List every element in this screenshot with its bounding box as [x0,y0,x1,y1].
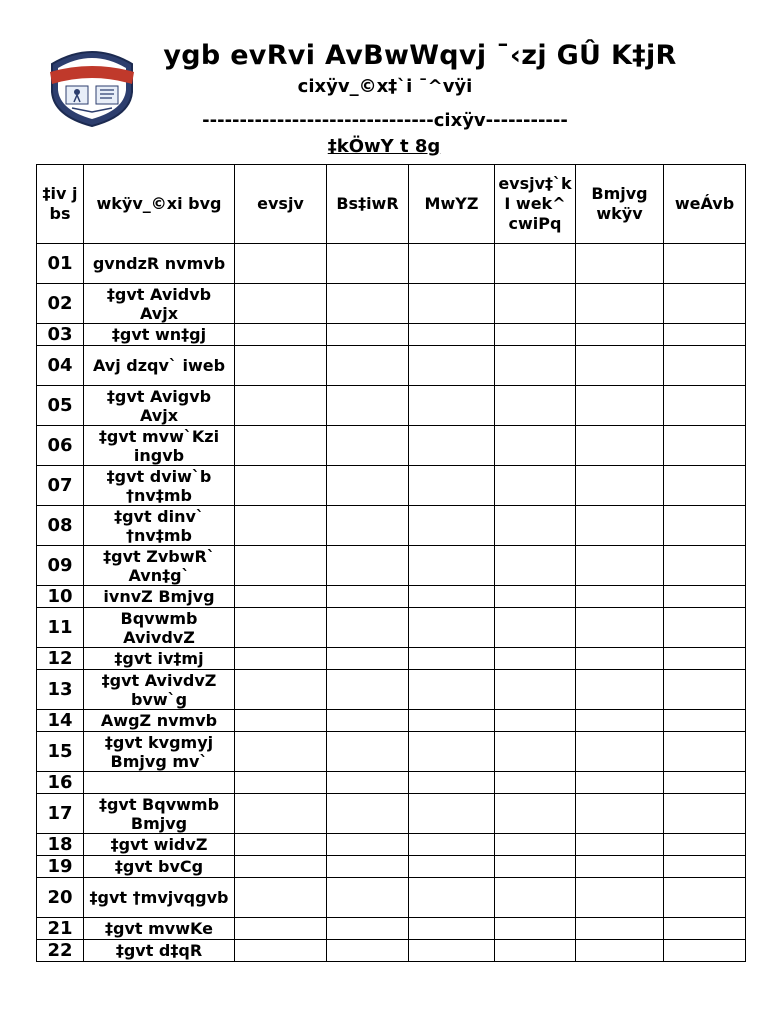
signature-cell[interactable] [495,918,576,940]
signature-cell[interactable] [327,324,409,346]
signature-cell[interactable] [409,670,495,710]
student-name-cell: ‡gvt dviw`b †nv‡mb [84,466,235,506]
signature-cell[interactable] [327,670,409,710]
signature-cell[interactable] [235,426,327,466]
roll-cell: 02 [37,284,84,324]
signature-cell[interactable] [409,506,495,546]
signature-cell[interactable] [327,710,409,732]
signature-cell[interactable] [235,648,327,670]
roll-cell: 03 [37,324,84,346]
signature-cell[interactable] [495,940,576,962]
signature-cell[interactable] [327,794,409,834]
signature-cell[interactable] [495,586,576,608]
col-header-math: MwYZ [409,165,495,244]
roll-cell: 13 [37,670,84,710]
table-row [37,284,746,324]
student-name-cell: ‡gvt Avidvb Avjx [84,284,235,324]
roll-cell: 07 [37,466,84,506]
signature-cell[interactable] [664,608,746,648]
signature-cell[interactable] [327,506,409,546]
student-name-cell: ivnvZ Bmjvg [84,586,235,608]
col-header-bangla: evsjv [235,165,327,244]
student-name-cell: ‡gvt iv‡mj [84,648,235,670]
table-row [37,546,746,586]
table-row [37,732,746,772]
signature-cell[interactable] [409,284,495,324]
signature-cell[interactable] [327,346,409,386]
signature-cell[interactable] [576,506,664,546]
table-row [37,710,746,732]
signature-cell[interactable] [664,856,746,878]
table-row [37,670,746,710]
roll-cell: 05 [37,386,84,426]
table-row [37,856,746,878]
signature-cell[interactable] [495,710,576,732]
table-row [37,386,746,426]
student-name-cell: ‡gvt †mvjvqgvb [84,878,235,918]
signature-cell[interactable] [235,608,327,648]
signature-cell[interactable] [235,856,327,878]
roll-cell: 14 [37,710,84,732]
student-name-cell: Bqvwmb AvivdvZ [84,608,235,648]
table-header-row [37,165,746,244]
signature-cell[interactable] [576,546,664,586]
table-row [37,878,746,918]
signature-cell[interactable] [409,324,495,346]
signature-cell[interactable] [409,608,495,648]
student-name-cell: ‡gvt widvZ [84,834,235,856]
table-row [37,834,746,856]
signature-cell[interactable] [495,732,576,772]
signature-cell[interactable] [327,918,409,940]
signature-cell[interactable] [409,466,495,506]
roll-cell: 17 [37,794,84,834]
signature-cell[interactable] [664,918,746,940]
signature-cell[interactable] [327,834,409,856]
signature-cell[interactable] [235,772,327,794]
table-row [37,346,746,386]
signature-cell[interactable] [664,878,746,918]
student-name-cell: ‡gvt bvCg [84,856,235,878]
signature-cell[interactable] [664,710,746,732]
signature-cell[interactable] [576,284,664,324]
signature-cell[interactable] [664,426,746,466]
signature-cell[interactable] [576,878,664,918]
col-header-name: wkÿv_©xi bvg [84,165,235,244]
signature-cell[interactable] [409,856,495,878]
signature-cell[interactable] [576,244,664,284]
signature-cell[interactable] [576,386,664,426]
signature-cell[interactable] [576,324,664,346]
col-header-english: Bs‡iwR [327,165,409,244]
signature-cell[interactable] [576,608,664,648]
roll-cell: 20 [37,878,84,918]
signature-cell[interactable] [409,772,495,794]
signature-cell[interactable] [664,346,746,386]
signature-cell[interactable] [409,546,495,586]
page-subtitle: cixÿv_©x‡`i ¯^vÿi [297,76,473,97]
signature-cell[interactable] [235,710,327,732]
signature-cell[interactable] [495,426,576,466]
signature-cell[interactable] [495,608,576,648]
signature-cell[interactable] [576,586,664,608]
roll-cell: 22 [37,940,84,962]
signature-cell[interactable] [495,878,576,918]
signature-cell[interactable] [664,732,746,772]
signature-cell[interactable] [235,834,327,856]
signature-cell[interactable] [235,466,327,506]
roll-cell: 11 [37,608,84,648]
roll-cell: 19 [37,856,84,878]
signature-cell[interactable] [327,244,409,284]
roll-cell: 01 [37,244,84,284]
signature-cell[interactable] [409,648,495,670]
signature-cell[interactable] [409,244,495,284]
student-name-cell: ‡gvt wn‡gj [84,324,235,346]
signature-cell[interactable] [576,346,664,386]
signature-cell[interactable] [576,670,664,710]
signature-cell[interactable] [664,794,746,834]
signature-cell[interactable] [495,648,576,670]
signature-cell[interactable] [235,284,327,324]
table-row [37,794,746,834]
signature-cell[interactable] [235,670,327,710]
signature-cell[interactable] [495,386,576,426]
signature-cell[interactable] [235,918,327,940]
table-row [37,772,746,794]
signature-cell[interactable] [664,466,746,506]
signature-cell[interactable] [495,794,576,834]
signature-cell[interactable] [576,918,664,940]
signature-cell[interactable] [495,284,576,324]
signature-cell[interactable] [495,506,576,546]
signature-cell[interactable] [664,670,746,710]
col-header-roll: ‡iv j bs [37,165,84,244]
page-title: ygb evRvi AvBwWqvj ¯‹zj GÛ K‡jR [163,40,677,71]
student-name-cell: ‡gvt d‡qR [84,940,235,962]
signature-cell[interactable] [327,386,409,426]
roll-cell: 15 [37,732,84,772]
student-name-cell: ‡gvt mvw`Kzi ingvb [84,426,235,466]
signature-cell[interactable] [495,546,576,586]
roll-cell: 08 [37,506,84,546]
student-name-cell: ‡gvt AvivdvZ bvw`g [84,670,235,710]
table-row [37,244,746,284]
signature-cell[interactable] [495,834,576,856]
signature-cell[interactable] [235,794,327,834]
table-row [37,940,746,962]
signature-cell[interactable] [664,244,746,284]
signature-cell[interactable] [576,648,664,670]
signature-cell[interactable] [409,834,495,856]
signature-cell[interactable] [495,670,576,710]
signature-cell[interactable] [327,940,409,962]
signature-cell[interactable] [664,940,746,962]
signature-cell[interactable] [409,426,495,466]
student-name-cell: AwgZ nvmvb [84,710,235,732]
signature-cell[interactable] [576,466,664,506]
signature-cell[interactable] [235,506,327,546]
signature-cell[interactable] [664,284,746,324]
roll-cell: 16 [37,772,84,794]
signature-cell[interactable] [235,386,327,426]
student-name-cell: ‡gvt Bqvwmb Bmjvg [84,794,235,834]
signature-table [36,164,746,962]
class-label: ‡kÖwY t 8g [327,136,441,157]
signature-cell[interactable] [327,466,409,506]
signature-cell[interactable] [495,466,576,506]
table-row [37,586,746,608]
exam-divider: -------------------------------cixÿv----------- [202,110,568,131]
signature-cell[interactable] [664,386,746,426]
table-row [37,608,746,648]
signature-cell[interactable] [664,506,746,546]
signature-cell[interactable] [664,546,746,586]
signature-cell[interactable] [235,346,327,386]
signature-cell[interactable] [327,426,409,466]
signature-cell[interactable] [235,244,327,284]
signature-cell[interactable] [576,856,664,878]
student-name-cell: ‡gvt kvgmyj Bmjvg mv` [84,732,235,772]
signature-cell[interactable] [664,834,746,856]
signature-cell[interactable] [235,546,327,586]
student-name-cell: ‡gvt Avigvb Avjx [84,386,235,426]
student-name-cell: Avj dzqv` iweb [84,346,235,386]
table-row [37,648,746,670]
signature-cell[interactable] [409,710,495,732]
table-row [37,466,746,506]
signature-cell[interactable] [576,794,664,834]
signature-cell[interactable] [327,878,409,918]
col-header-bangladesh-world: evsjv‡`k I wek^ cwiPq [495,165,576,244]
roll-cell: 21 [37,918,84,940]
signature-cell[interactable] [409,878,495,918]
signature-cell[interactable] [664,772,746,794]
signature-cell[interactable] [495,324,576,346]
student-name-cell: gvndzR nvmvb [84,244,235,284]
signature-cell[interactable] [327,772,409,794]
col-header-science: weÁvb [664,165,746,244]
signature-cell[interactable] [235,732,327,772]
col-header-islam: Bmjvg wkÿv [576,165,664,244]
signature-cell[interactable] [576,940,664,962]
signature-cell[interactable] [327,586,409,608]
roll-cell: 12 [37,648,84,670]
signature-cell[interactable] [495,772,576,794]
signature-cell[interactable] [327,856,409,878]
signature-cell[interactable] [409,386,495,426]
signature-cell[interactable] [409,794,495,834]
signature-cell[interactable] [327,608,409,648]
signature-cell[interactable] [664,324,746,346]
signature-cell[interactable] [409,346,495,386]
signature-cell[interactable] [664,586,746,608]
signature-cell[interactable] [409,732,495,772]
roll-cell: 10 [37,586,84,608]
table-row [37,324,746,346]
student-name-cell: ‡gvt ZvbwR` Avn‡g` [84,546,235,586]
signature-cell[interactable] [495,856,576,878]
signature-cell[interactable] [664,648,746,670]
signature-cell[interactable] [495,346,576,386]
table-row [37,506,746,546]
signature-cell[interactable] [409,940,495,962]
student-name-cell: ‡gvt dinv` †nv‡mb [84,506,235,546]
table-row [37,426,746,466]
student-name-cell [84,772,235,794]
signature-cell[interactable] [409,918,495,940]
roll-cell: 04 [37,346,84,386]
signature-cell[interactable] [235,586,327,608]
signature-cell[interactable] [495,244,576,284]
roll-cell: 06 [37,426,84,466]
signature-cell[interactable] [235,324,327,346]
signature-cell[interactable] [576,772,664,794]
signature-cell[interactable] [576,426,664,466]
signature-cell[interactable] [327,284,409,324]
signature-cell[interactable] [327,648,409,670]
signature-cell[interactable] [576,710,664,732]
signature-cell[interactable] [409,586,495,608]
roll-cell: 18 [37,834,84,856]
signature-cell[interactable] [235,940,327,962]
signature-cell[interactable] [576,732,664,772]
table-row [37,918,746,940]
signature-cell[interactable] [576,834,664,856]
signature-cell[interactable] [327,546,409,586]
roll-cell: 09 [37,546,84,586]
signature-cell[interactable] [235,878,327,918]
student-name-cell: ‡gvt mvwKe [84,918,235,940]
signature-cell[interactable] [327,732,409,772]
